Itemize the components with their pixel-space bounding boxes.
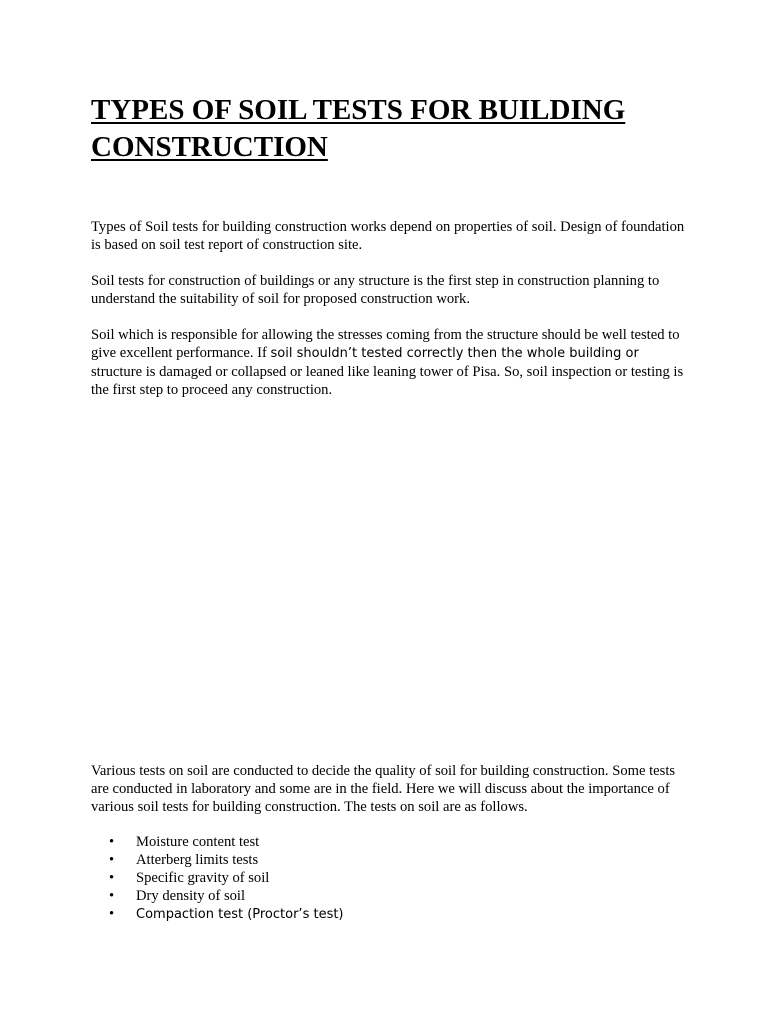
stress-paragraph-start: Soil which is responsible for allowing the stresses coming from the structure should be well tested to give excellent performance. If xyxy=(91,327,680,361)
tests-intro-paragraph: Various tests on soil are conducted to decide the quality of soil for building construction. Some tests are conducted in laboratory and some are in the field. Here we will discuss about the importance of various soil tests for building construction. The tests on soil are as follows. xyxy=(91,763,676,815)
bullet-icon: • xyxy=(109,906,115,922)
list-item xyxy=(91,851,691,869)
list-item xyxy=(91,905,691,924)
stress-paragraph-end: structure is damaged or collapsed or leaned like leaning tower of Pisa. So, soil inspection or testing is the first step to proceed any construction. xyxy=(91,364,684,398)
bullet-icon: • xyxy=(109,888,115,904)
list-item-text: Dry density of soil xyxy=(136,888,246,904)
list-item-text: Moisture content test xyxy=(136,834,260,850)
bullet-icon: • xyxy=(109,834,115,850)
planning-paragraph: Soil tests for construction of buildings or any structure is the first step in construction planning to understand the suitability of soil for proposed construction work. xyxy=(91,273,660,307)
list-item-text: Compaction test (Proctor’s test) xyxy=(136,907,344,922)
intro-paragraph: Types of Soil tests for building construction works depend on properties of soil. Design of foundation is based on soil test report of construction site. xyxy=(91,219,685,253)
stress-paragraph xyxy=(91,326,691,399)
list-item xyxy=(91,833,691,851)
document-title: TYPES OF SOIL TESTS FOR BUILDING CONSTRUCTION xyxy=(91,94,626,163)
list-item xyxy=(91,869,691,887)
bullet-icon: • xyxy=(109,852,115,868)
list-item-text: Specific gravity of soil xyxy=(136,870,270,886)
list-item-text: Atterberg limits tests xyxy=(136,852,259,868)
list-item xyxy=(91,887,691,905)
soil-test-list xyxy=(91,833,691,924)
bullet-icon: • xyxy=(109,870,115,886)
stress-paragraph-alt-font: soil shouldn’t tested correctly then the whole building or xyxy=(270,346,639,361)
